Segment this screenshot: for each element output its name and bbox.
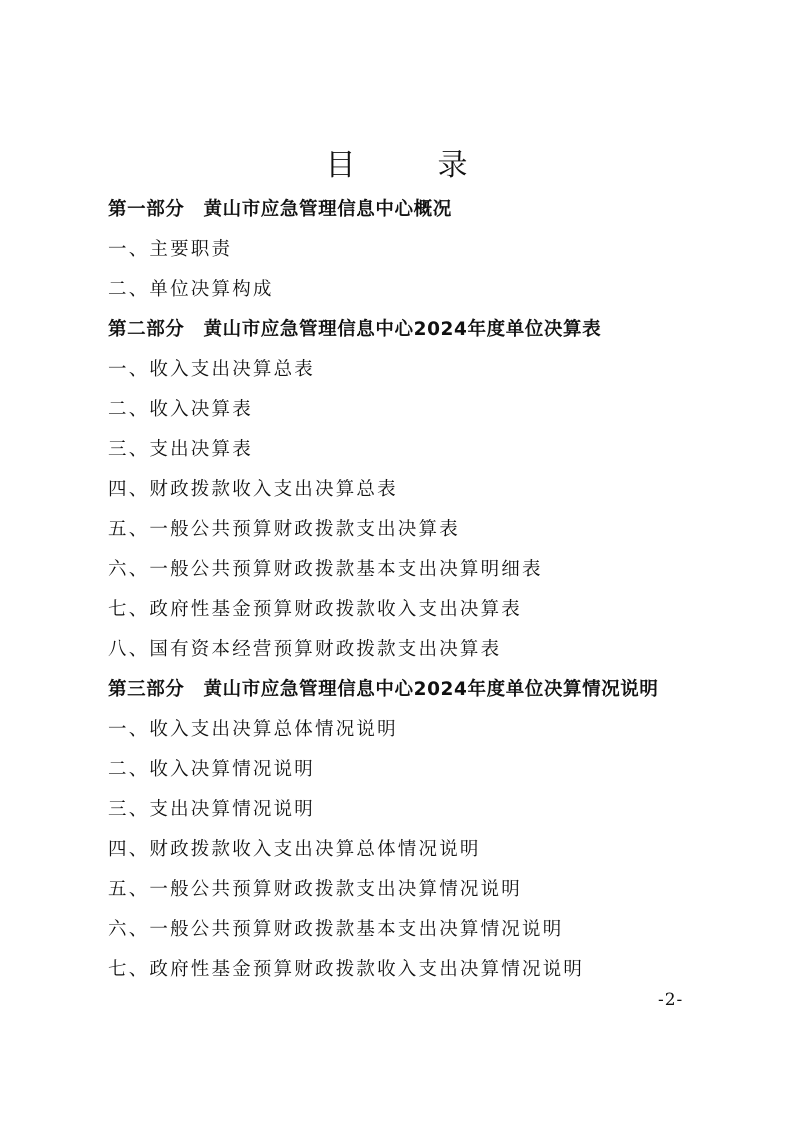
toc-item: 四、财政拨款收入支出决算总表: [108, 479, 398, 500]
toc-item: 五、一般公共预算财政拨款支出决算情况说明: [108, 879, 523, 900]
toc-item: 四、财政拨款收入支出决算总体情况说明: [108, 839, 481, 860]
toc-item: 一、主要职责: [108, 239, 233, 260]
toc-item: 一、收入支出决算总表: [108, 359, 316, 380]
toc-item: 一、收入支出决算总体情况说明: [108, 719, 398, 740]
toc-item: 五、一般公共预算财政拨款支出决算表: [108, 519, 460, 540]
toc-item: 三、支出决算情况说明: [108, 799, 316, 820]
page-title: 目 录: [325, 148, 494, 183]
toc-item: 二、单位决算构成: [108, 279, 274, 300]
toc-item: 六、一般公共预算财政拨款基本支出决算明细表: [108, 559, 543, 580]
toc-item: 八、国有资本经营预算财政拨款支出决算表: [108, 639, 502, 660]
toc-item: 七、政府性基金预算财政拨款收入支出决算表: [108, 599, 523, 620]
table-of-contents: [108, 190, 728, 990]
page-number: -2-: [658, 990, 684, 1010]
toc-item: 七、政府性基金预算财政拨款收入支出决算情况说明: [108, 959, 585, 980]
toc-item: 三、支出决算表: [108, 439, 253, 460]
toc-part-heading: 第三部分 黄山市应急管理信息中心2024年度单位决算情况说明: [108, 679, 659, 700]
toc-item: 二、收入决算表: [108, 399, 253, 420]
toc-part-heading: 第二部分 黄山市应急管理信息中心2024年度单位决算表: [108, 319, 602, 340]
toc-item: 二、收入决算情况说明: [108, 759, 316, 780]
toc-item: 六、一般公共预算财政拨款基本支出决算情况说明: [108, 919, 564, 940]
toc-part-heading: 第一部分 黄山市应急管理信息中心概况: [108, 199, 452, 220]
